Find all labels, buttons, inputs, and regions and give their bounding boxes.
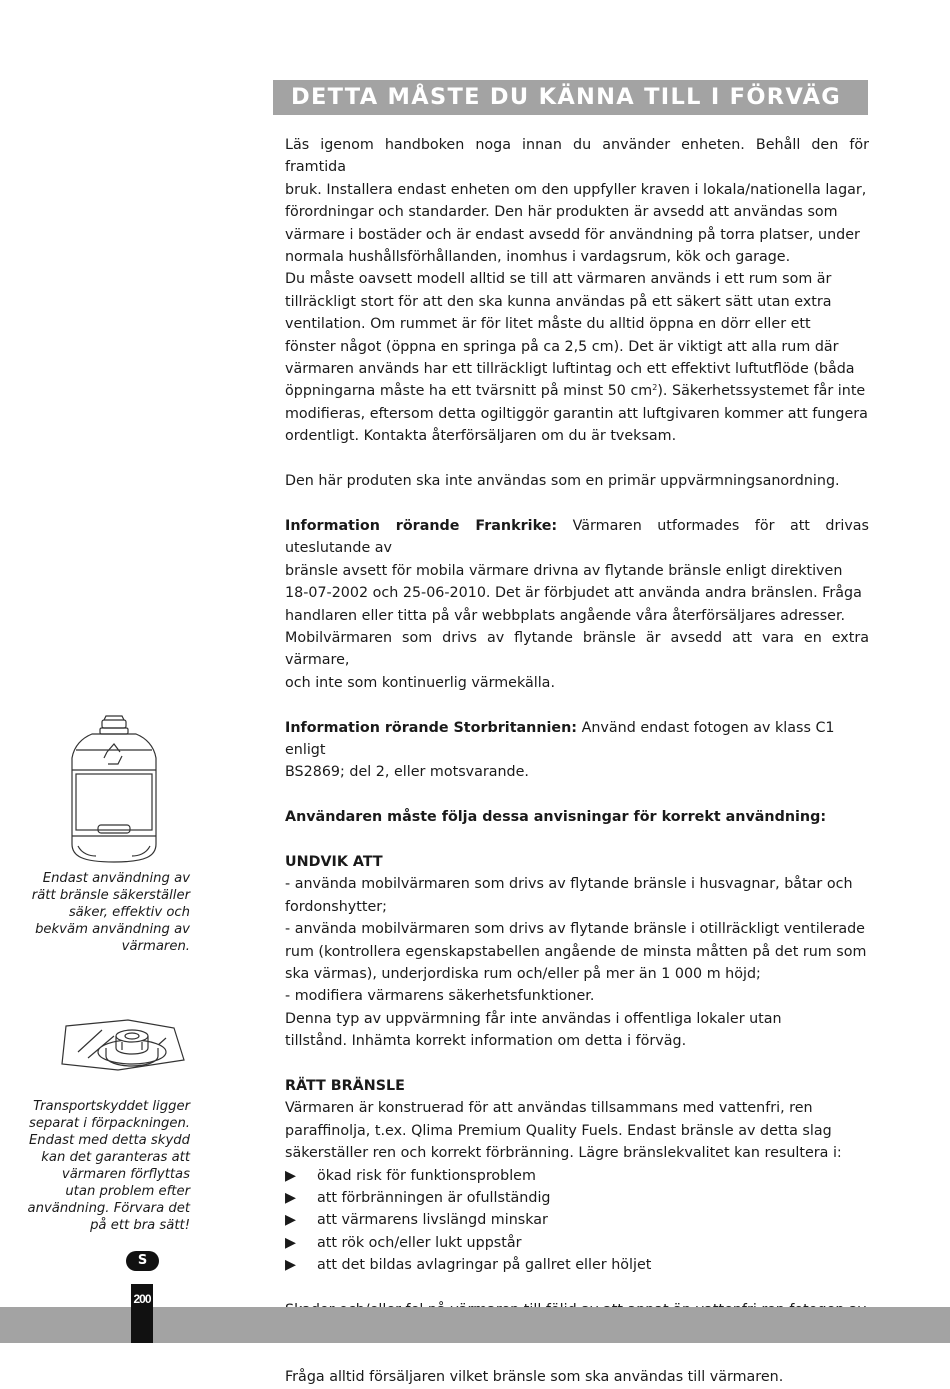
uk-label: Information rörande Storbritannien:: [285, 719, 578, 736]
avoid-list: [285, 873, 869, 1052]
list-item: [285, 1232, 869, 1254]
caption-line: bekväm användning av: [35, 922, 190, 937]
area-superscript: 2: [652, 383, 658, 393]
text-line: ska värmas), underjordiska rum och/eller på mer än 1 000 m höjd;: [285, 965, 761, 982]
text-line: handlaren eller titta på vår webbplats angående våra återförsäljares adresser.: [285, 607, 846, 624]
fuel-canister-illustration: [62, 712, 168, 868]
text-line: - använda mobilvärmaren som drivs av flytande bränsle i otillräckligt ventilerade: [285, 921, 865, 938]
text-line: Värmaren är konstruerad för att användas tillsammans med vattenfri, ren: [285, 1100, 813, 1117]
right-triangle-icon: ▶: [285, 1190, 296, 1206]
right-triangle-icon: ▶: [285, 1167, 296, 1184]
page-number: 200: [133, 1292, 151, 1306]
bullet-text: att värmarens livslängd minskar: [317, 1212, 548, 1229]
text-line: värmare i bostäder och är endast avsedd för användning på torra platser, under: [285, 226, 860, 243]
caption-line: säker, effektiv och: [68, 905, 190, 920]
text-line: fordonshytter;: [285, 898, 387, 915]
caption-line: separat i förpackningen.: [28, 1116, 190, 1131]
text-line: rum (kontrollera egenskapstabellen angående de minsta måtten på det rum som: [285, 943, 867, 960]
caption-line: Transportskyddet ligger: [33, 1099, 190, 1114]
fuel-bullet-list: [285, 1165, 869, 1277]
uk-first: Använd endast fotogen av klass C1 enligt: [285, 719, 835, 758]
caption-line: användning. Förvara det: [27, 1201, 190, 1216]
caption-line: på ett bra sätt!: [90, 1218, 190, 1233]
list-item: [285, 918, 869, 985]
text-line: [285, 380, 869, 402]
text-line: tillräckligt stort för att den ska kunna användas på ett säkert sätt utan extra: [285, 293, 832, 310]
list-item: [285, 1209, 869, 1231]
primary-heating-note: Den här produten ska inte användas som en primär uppvärmningsanordning.: [285, 473, 840, 490]
text-line: [285, 515, 869, 560]
right-triangle-icon: ▶: [285, 1234, 296, 1251]
canister-caption: [20, 870, 190, 955]
area-text: öppningarna måste ha ett tvärsnitt på minst 50 cm: [285, 383, 653, 400]
text-line: Du måste oavsett modell alltid se till att värmaren används i ett rum som är: [285, 271, 832, 288]
text-line: BS2869; del 2, eller motsvarande.: [285, 764, 529, 781]
list-item: [285, 873, 869, 918]
list-item: [285, 1254, 869, 1276]
caption-line: Endast användning av: [42, 871, 190, 886]
text-line: - modifiera värmarens säkerhetsfunktioner.: [285, 988, 595, 1005]
text-line: modifieras, eftersom detta ogiltiggör garantin att luftgivaren kommer att fungera: [285, 405, 868, 422]
bullet-text: att rök och/eller lukt uppstår: [317, 1234, 522, 1251]
text-line: bruk. Installera endast enheten om den uppfyller kraven i lokala/nationella lagar,: [285, 181, 867, 198]
list-item: [285, 1165, 869, 1187]
fuel-paragraph: [285, 1097, 869, 1164]
caption-line: utan problem efter: [65, 1184, 190, 1199]
list-item: [285, 1187, 869, 1209]
caption-line: rätt bränsle säkerställer: [31, 888, 190, 903]
text-line: normala hushållsförhållanden, inomhus i vardagsrum, kök och garage.: [285, 249, 791, 266]
bullet-text: ökad risk för funktionsproblem: [317, 1167, 536, 1184]
text-line: 18-07-2002 och 25-06-2010. Det är förbjudet att använda andra bränslen. Fråga: [285, 585, 862, 602]
text-line: värmaren används har ett tillräckligt luftintag och ett effektivt luftutflöde (båda: [285, 361, 855, 378]
text-line: ventilation. Om rummet är för litet måste du alltid öppna en dörr eller ett: [285, 316, 811, 333]
text-line: och inte som kontinuerlig värmekälla.: [285, 674, 555, 691]
text-line: bränsle avsett för mobila värmare drivna av flytande bränsle enligt direktiven: [285, 562, 843, 579]
text-line: paraffinolja, t.ex. Qlima Premium Quality Fuels. Endast bränsle av detta slag: [285, 1122, 832, 1139]
text-line: Denna typ av uppvärmning får inte användas i offentliga lokaler utan: [285, 1010, 782, 1027]
right-triangle-icon: ▶: [285, 1212, 296, 1229]
france-first: Värmaren utformades för att drivas uteslutande av: [285, 517, 869, 557]
france-label: Information rörande Frankrike:: [285, 517, 558, 534]
fuel-heading: RÄTT BRÄNSLE: [285, 1077, 405, 1094]
text-line: Läs igenom handboken noga innan du använder enheten. Behåll den för framtida: [285, 137, 869, 176]
text-line: förordningar och standarder. Den här produkten är avsedd att användas som: [285, 204, 838, 221]
language-badge: S: [126, 1251, 159, 1271]
text-line: - använda mobilvärmaren som drivs av flytande bränsle i husvagnar, båtar och: [285, 876, 853, 893]
section-title: DETTA MÅSTE DU KÄNNA TILL I FÖRVÄG: [273, 80, 868, 115]
france-paragraph: [285, 515, 869, 694]
text-line: [285, 717, 869, 762]
main-text: [285, 134, 869, 1389]
text-line: säkerställer ren och korrekt förbränning. Lägre bränslekvalitet kan resultera i:: [285, 1145, 842, 1162]
bullet-text: att förbränningen är ofullständig: [317, 1190, 551, 1206]
text-line: Mobilvärmaren som drivs av flytande bränsle är avsedd att vara en extra värmare,: [285, 629, 869, 669]
text-line: tillstånd. Inhämta korrekt information om detta i förväg.: [285, 1033, 687, 1050]
area-text-suffix: ). Säkerhetssystemet får inte: [657, 383, 866, 400]
ask-dealer-note: Fråga alltid försäljaren vilket bränsle som ska användas till värmaren.: [285, 1369, 784, 1386]
caption-line: värmaren förflyttas: [61, 1167, 190, 1182]
text-line: ordentligt. Kontakta återförsäljaren om du är tveksam.: [285, 428, 677, 445]
transport-cap-illustration: [58, 1012, 188, 1074]
caption-line: värmaren.: [121, 939, 190, 954]
bullet-text: att det bildas avlagringar på gallret eller höljet: [317, 1257, 652, 1274]
avoid-heading: UNDVIK ATT: [285, 853, 383, 870]
intro-paragraph: [285, 134, 869, 448]
list-item: [285, 985, 869, 1007]
text-line: fönster något (öppna en springa på ca 2,5 cm). Det är viktigt att alla rum där: [285, 338, 839, 355]
caption-line: kan det garanteras att: [41, 1150, 190, 1165]
caption-line: Endast med detta skydd: [28, 1133, 190, 1148]
uk-paragraph: [285, 717, 869, 784]
right-triangle-icon: ▶: [285, 1257, 296, 1274]
transport-caption: [20, 1098, 190, 1234]
user-instructions-heading: Användaren måste följa dessa anvisningar för korrekt användning:: [285, 809, 827, 826]
